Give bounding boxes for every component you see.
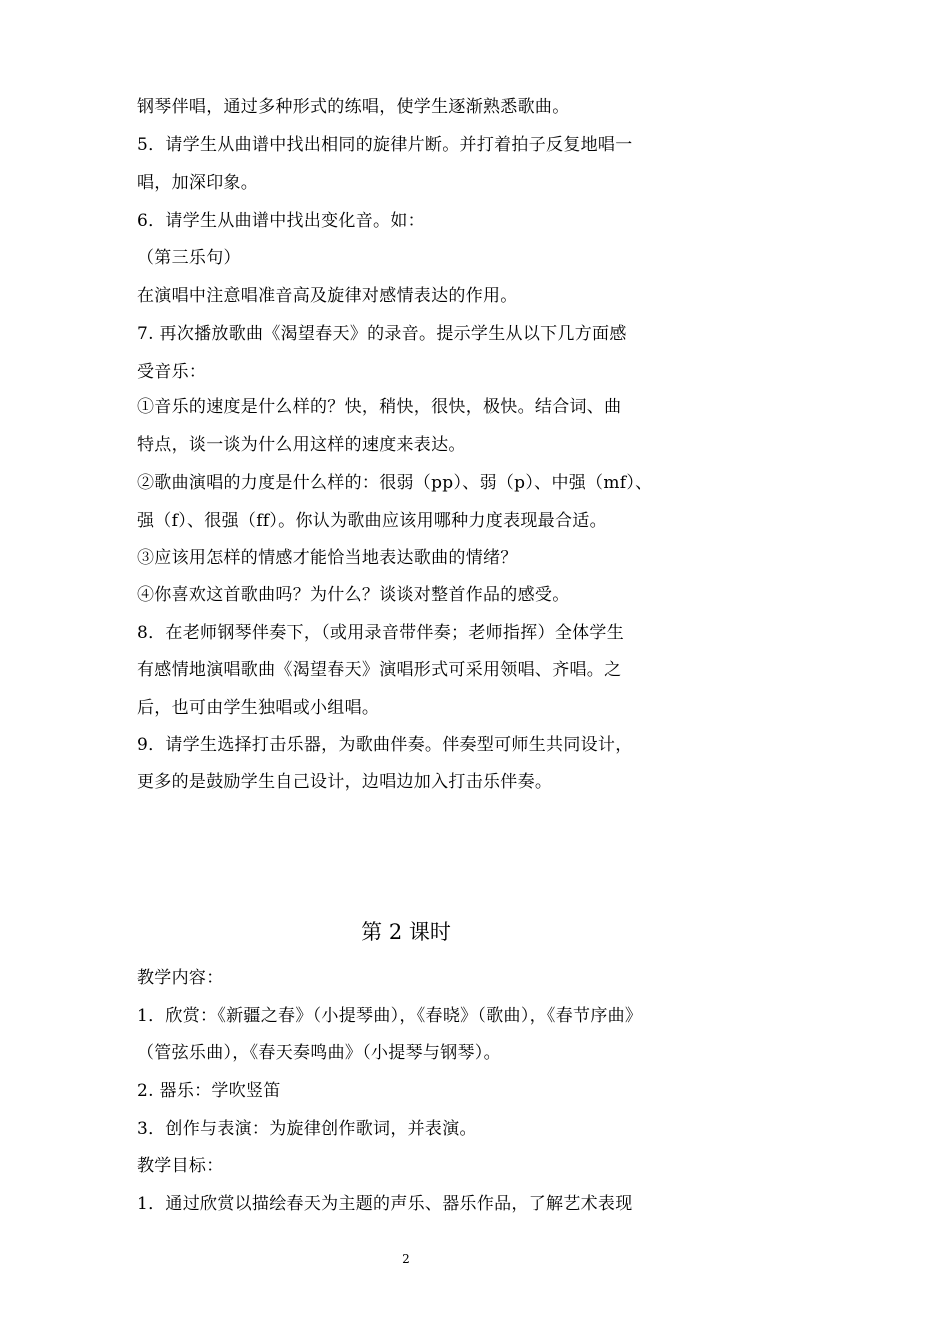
text-line: ④你喜欢这首歌曲吗？为什么？谈谈对整首作品的感受。 (137, 585, 570, 605)
text-line: 教学目标： (137, 1156, 224, 1176)
text-line: 特点，谈一谈为什么用这样的速度来表达。 (137, 435, 466, 455)
text-line: 在演唱中注意唱准音高及旋律对感情表达的作用。 (137, 286, 518, 306)
text-line: （管弦乐曲），《春天奏鸣曲》（小提琴与钢琴）。 (137, 1043, 501, 1063)
text-line: 唱，加深印象。 (137, 173, 259, 193)
text-line: 受音乐： (137, 362, 207, 382)
text-line: ①音乐的速度是什么样的？快，稍快，很快，极快。结合词、曲 (137, 397, 622, 417)
text-line: 3．创作与表演：为旋律创作歌词，并表演。 (137, 1119, 477, 1139)
text-line: （第三乐句） (137, 248, 241, 268)
text-line: 6．请学生从曲谱中找出变化音。如： (137, 211, 425, 231)
text-line: 后，也可由学生独唱或小组唱。 (137, 698, 380, 718)
text-line: 有感情地演唱歌曲《渴望春天》演唱形式可采用领唱、齐唱。之 (137, 660, 622, 680)
text-line: 教学内容： (137, 968, 224, 988)
text-line: 钢琴伴唱，通过多种形式的练唱，使学生逐渐熟悉歌曲。 (137, 97, 570, 117)
text-line: 2. 器乐：学吹竖笛 (137, 1081, 281, 1101)
page-number: 2 (402, 1252, 410, 1266)
text-line: 1．通过欣赏以描绘春天为主题的声乐、器乐作品，了解艺术表现 (137, 1194, 633, 1214)
text-line: 更多的是鼓励学生自己设计，边唱边加入打击乐伴奏。 (137, 772, 553, 792)
text-line: ②歌曲演唱的力度是什么样的：很弱（pp）、弱（p）、中强（mf）、 (137, 473, 653, 493)
text-line: 5．请学生从曲谱中找出相同的旋律片断。并打着拍子反复地唱一 (137, 135, 633, 155)
text-line: 8．在老师钢琴伴奏下，（或用录音带伴奏；老师指挥）全体学生 (137, 623, 625, 643)
text-line: 7. 再次播放歌曲《渴望春天》的录音。提示学生从以下几方面感 (137, 324, 627, 344)
text-line: 1．欣赏：《新疆之春》（小提琴曲），《春晓》（歌曲），《春节序曲》 (137, 1006, 643, 1026)
text-line: ③应该用怎样的情感才能恰当地表达歌曲的情绪？ (137, 548, 518, 568)
text-line: 强（f）、很强（ff）。你认为歌曲应该用哪种力度表现最合适。 (137, 511, 607, 531)
section-title: 第 2 课时 (361, 920, 451, 944)
text-line: 9．请学生选择打击乐器，为歌曲伴奏。伴奏型可师生共同设计， (137, 735, 633, 755)
